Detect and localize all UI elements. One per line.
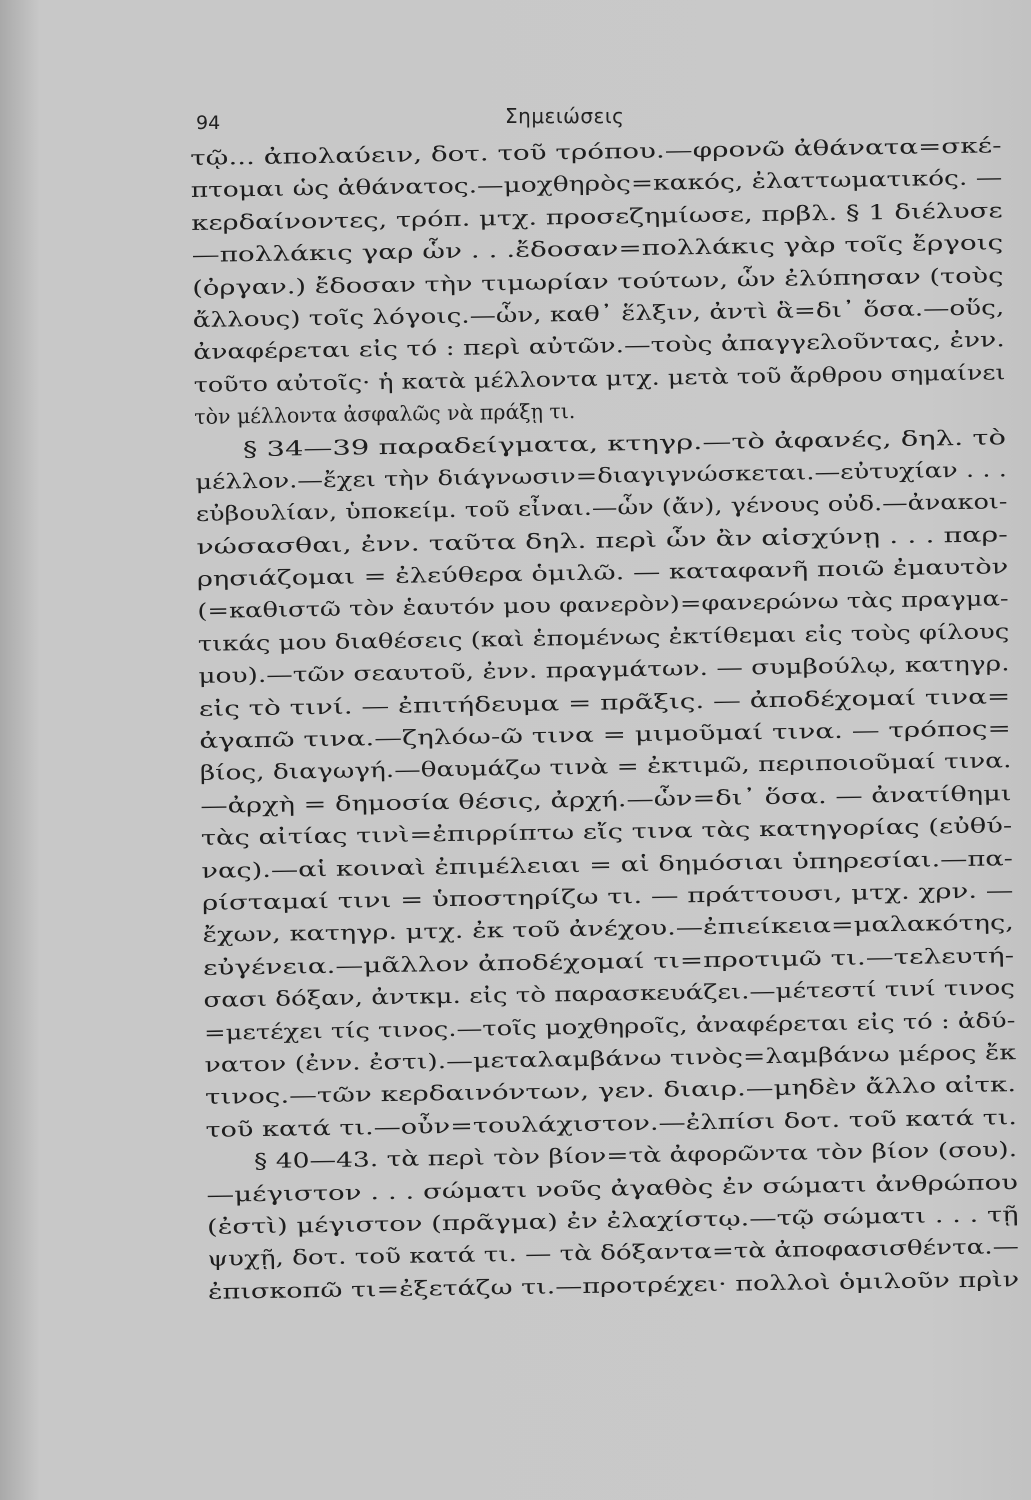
text-line: νώσασθαι, ἐνν. ταῦτα δηλ. περὶ ὧν ἂν αἰσχύνῃ . . . παρ-	[196, 521, 1009, 559]
text-line: ρίσταμαί τινι = ὑποστηρίζω τι. — πράττουσι, μτχ. χρν. —	[201, 878, 1014, 915]
text-line: ἔχων, κατηγρ. μτχ. ἐκ τοῦ ἀνέχου.—ἐπιείκεια=μαλακότης,	[202, 910, 1015, 948]
text-line: —πολλάκις γαρ ὧν . . .ἔδοσαν=πολλάκις γὰρ τοῖς ἔργοις	[191, 230, 1004, 268]
text-line: βίος, διαγωγή.—θαυμάζω τινὰ = ἐκτιμῶ, περιποιοῦμαί τινα.	[199, 748, 1012, 786]
text-line: μέλλον.—ἔχει τὴν διάγνωσιν=διαγιγνώσκεται.—εὐτυχίαν . . .	[195, 457, 1007, 494]
text-line: (ὀργαν.) ἔδοσαν τὴν τιμωρίαν τούτων, ὧν ἐλύπησαν (τοὺς	[192, 262, 1004, 300]
text-line: μου).—τῶν σεαυτοῦ, ἐνν. πραγμάτων. — συμβούλῳ, κατηγρ.	[198, 651, 1010, 689]
text-line: σασι δόξαν, ἀντκμ. εἰς τὸ παρασκευάζει.—μέτεστί τινί τινος	[203, 975, 1016, 1013]
notes-body-text	[190, 129, 1028, 1308]
text-line: κερδαίνοντες, τρόπ. μτχ. προσεζημίωσε, πρβλ. § 1 διέλυσε	[191, 198, 1003, 235]
text-line: εὐβουλίαν, ὑποκείμ. τοῦ εἶναι.—ὧν (ἄν), γένους οὐδ.—ἀνακοι-	[195, 489, 1008, 527]
text-line: τινος.—τῶν κερδαινόντων, γεν. διαιρ.—μηδὲν ἄλλο αἰτκ.	[204, 1072, 1017, 1110]
text-line: εἰς τὸ τινί. — ἐπιτήδευμα = πρᾶξις. — ἀποδέχομαί τινα=	[198, 683, 1011, 721]
text-line: ἐπισκοπῶ τι=ἐξετάζω τι.—προτρέχει· πολλοὶ ὁμιλοῦν πρὶν	[207, 1266, 1020, 1304]
text-line: νατον (ἐνν. ἐστι).—μεταλαμβάνω τινὸς=λαμβάνω μέρος ἔκ	[204, 1040, 1017, 1077]
text-line: —μέγιστον . . . σώματι νοῦς ἀγαθὸς ἐν σώματι ἀνθρώπου	[206, 1169, 1019, 1207]
text-line: —ἀρχὴ = δημοσία θέσις, ἀρχή.—ὧν=δι᾽ ὅσα. — ἀνατίθημι	[200, 780, 1012, 818]
text-line: εὐγένεια.—μᾶλλον ἀποδέχομαί τι=προτιμῶ τι.—τελευτή-	[202, 942, 1015, 980]
page-number: 94	[196, 112, 221, 134]
text-line: τικάς μου διαθέσεις (καὶ ἑπομένως ἐκτίθεμαι εἰς τοὺς φίλους	[197, 619, 1010, 656]
text-line: (=καθιστῶ τὸν ἑαυτόν μου φανερὸν)=φανερώνω τὰς πραγμα-	[197, 586, 1009, 624]
running-title: Σημειώσεις	[505, 104, 625, 128]
text-line: ἄλλους) τοῖς λόγοις.—ὧν, καθ᾽ ἕλξιν, ἀντὶ ἃ=δι᾽ ὅσα.—οὕς,	[192, 295, 1005, 332]
text-line: τὸν μέλλοντα ἀσφαλῶς νὰ πράξῃ τι.	[194, 399, 576, 430]
text-line: =μετέχει τίς τινος.—τοῖς μοχθηροῖς, ἀναφέρεται εἰς τό : ἀδύ-	[203, 1007, 1016, 1045]
text-line: τοῦ κατά τι.—οὖν=τουλάχιστον.—ἐλπίσι δοτ. τοῦ κατά τι.	[205, 1104, 1018, 1142]
text-line: πτομαι ὡς ἀθάνατος.—μοχθηρὸς=κακός, ἐλαττωματικός. —	[190, 165, 1003, 203]
text-line: ἀγαπῶ τινα.—ζηλόω-ῶ τινα = μιμοῦμαί τινα. — τρόπος=	[199, 716, 1011, 753]
text-line: ρησιάζομαι = ἐλεύθερα ὁμιλῶ. — καταφανῆ ποιῶ ἐμαυτὸν	[196, 554, 1009, 592]
text-line: § 40—43. τὰ περὶ τὸν βίον=τὰ ἀφορῶντα τὸν βίον (σου).	[253, 1137, 1018, 1174]
text-line: (ἐστὶ) μέγιστον (πρᾶγμα) ἐν ἐλαχίστῳ.—τῷ σώματι . . . τῇ	[206, 1202, 1019, 1239]
text-line: ἀναφέρεται εἰς τό : περὶ αὐτῶν.—τοὺς ἀπαγγελοῦντας, ἐνν.	[193, 327, 1005, 365]
text-line: νας).—αἱ κοιναὶ ἐπιμέλειαι = αἱ δημόσιαι ὑπηρεσίαι.—πα-	[201, 845, 1014, 883]
text-line: τοῦτο αὐτοῖς· ἡ κατὰ μέλλοντα μτχ. μετὰ τοῦ ἄρθρου σημαίνει	[193, 359, 1006, 397]
text-line: § 34—39 παραδείγματα, κτηγρ.—τὸ ἀφανές, δηλ. τὸ	[242, 424, 1007, 461]
text-line: τῷ... ἀπολαύειν, δοτ. τοῦ τρόπου.—φρονῶ ἀθάνατα=σκέ-	[190, 133, 1002, 170]
text-line: ψυχῇ, δοτ. τοῦ κατά τι. — τὰ δόξαντα=τὰ ἀποφασισθέντα.—	[207, 1234, 1019, 1272]
text-line: τὰς αἰτίας τινὶ=ἐπιρρίπτω εἴς τινα τὰς κατηγορίας (εὐθύ-	[200, 813, 1013, 851]
